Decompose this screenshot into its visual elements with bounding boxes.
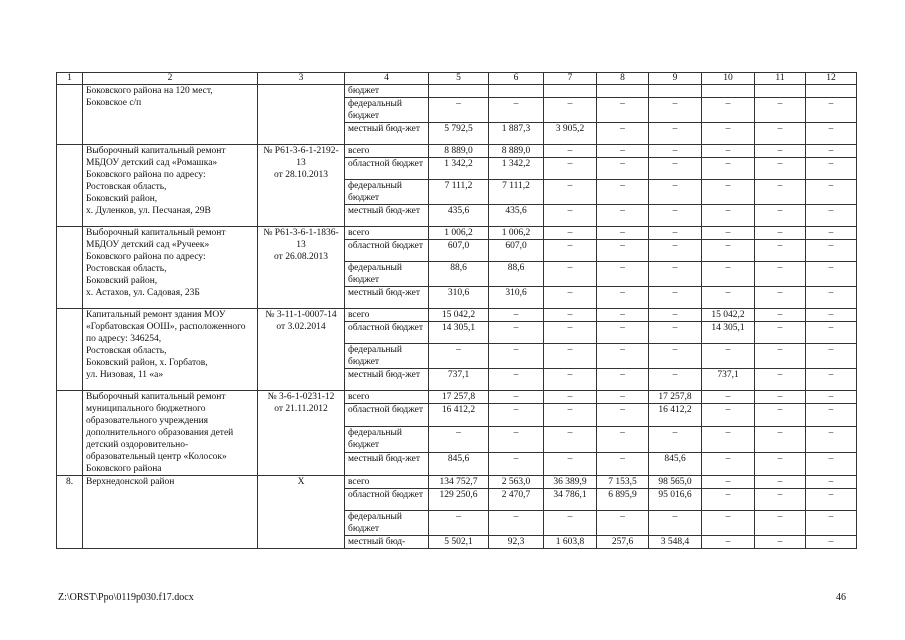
document-number-cell: № 3-11-1-0007-14 от 3.02.2014 — [258, 309, 345, 391]
amount-cell: – — [489, 391, 544, 404]
amount-cell: – — [544, 404, 597, 427]
row-number-cell — [57, 85, 83, 145]
amount-cell: – — [755, 476, 806, 489]
amount-cell: – — [806, 489, 857, 511]
amount-cell: – — [597, 287, 649, 309]
amount-cell: – — [597, 391, 649, 404]
table-row — [57, 227, 857, 240]
budget-table — [56, 72, 857, 549]
amount-cell: – — [429, 511, 489, 536]
funding-source-cell: областной бюджет — [345, 240, 429, 262]
amount-cell: – — [597, 262, 649, 287]
amount-cell: 16 412,2 — [649, 404, 702, 427]
amount-cell: 14 305,1 — [702, 322, 755, 344]
amount-cell: – — [806, 123, 857, 145]
amount-cell: 7 111,2 — [489, 180, 544, 205]
amount-cell: – — [702, 453, 755, 476]
amount-cell — [649, 85, 702, 98]
amount-cell: 14 305,1 — [429, 322, 489, 344]
amount-cell: – — [755, 158, 806, 180]
amount-cell: 3 905,2 — [544, 123, 597, 145]
amount-cell: – — [649, 145, 702, 158]
amount-cell: – — [649, 227, 702, 240]
amount-cell: – — [806, 391, 857, 404]
amount-cell: 16 412,2 — [429, 404, 489, 427]
amount-cell: 88,6 — [489, 262, 544, 287]
document-number-cell — [258, 85, 345, 145]
column-number-cell: 9 — [649, 73, 702, 85]
amount-cell: – — [806, 404, 857, 427]
amount-cell: – — [597, 309, 649, 322]
amount-cell: 15 042,2 — [702, 309, 755, 322]
amount-cell: 845,6 — [429, 453, 489, 476]
amount-cell — [597, 85, 649, 98]
amount-cell: – — [544, 287, 597, 309]
amount-cell: – — [597, 322, 649, 344]
amount-cell: – — [429, 98, 489, 123]
column-number-cell: 8 — [597, 73, 649, 85]
amount-cell: – — [597, 205, 649, 227]
amount-cell: – — [702, 476, 755, 489]
amount-cell: – — [702, 489, 755, 511]
footer-file-path: Z:\ORST\Ppo\0119p030.f17.docx — [58, 592, 194, 603]
amount-cell: 435,6 — [489, 205, 544, 227]
column-number-cell: 7 — [544, 73, 597, 85]
column-number-cell: 6 — [489, 73, 544, 85]
amount-cell: – — [806, 145, 857, 158]
document-number-cell: Х — [258, 476, 345, 549]
amount-cell: – — [806, 205, 857, 227]
document-number-cell: № Р61-3-6-1-2192-13 от 28.10.2013 — [258, 145, 345, 227]
amount-cell: 1 887,3 — [489, 123, 544, 145]
amount-cell: – — [649, 287, 702, 309]
amount-cell: – — [755, 511, 806, 536]
amount-cell: – — [806, 240, 857, 262]
column-number-cell: 12 — [806, 73, 857, 85]
footer-page-number: 46 — [836, 592, 846, 603]
funding-source-cell: местный бюд-жет — [345, 287, 429, 309]
amount-cell: – — [806, 453, 857, 476]
amount-cell: – — [649, 262, 702, 287]
object-name-cell: Выборочный капитальный ремонт муниципального бюджетного образовательного учреждения дополнительного образования детей детский оздоровительно-образовательный центр «Колосок» Боковского района — [83, 391, 258, 476]
amount-cell: – — [806, 287, 857, 309]
amount-cell: – — [649, 158, 702, 180]
amount-cell: 1 006,2 — [489, 227, 544, 240]
amount-cell — [702, 85, 755, 98]
amount-cell: – — [755, 489, 806, 511]
amount-cell: 7 111,2 — [429, 180, 489, 205]
funding-source-cell: всего — [345, 145, 429, 158]
amount-cell: – — [544, 511, 597, 536]
column-number-header-row — [57, 73, 857, 85]
funding-source-cell: областной бюджет — [345, 489, 429, 511]
amount-cell: – — [597, 227, 649, 240]
document-number-cell: № Р61-3-6-1-1836-13 от 26.08.2013 — [258, 227, 345, 309]
funding-source-cell: федеральный бюджет — [345, 180, 429, 205]
amount-cell: 3 548,4 — [649, 536, 702, 549]
amount-cell: 6 895,9 — [597, 489, 649, 511]
amount-cell: 257,6 — [597, 536, 649, 549]
amount-cell: – — [702, 344, 755, 369]
amount-cell: – — [755, 391, 806, 404]
row-number-cell: 8. — [57, 476, 83, 549]
column-number-cell: 4 — [345, 73, 429, 85]
row-number-cell — [57, 391, 83, 476]
funding-source-cell: федеральный бюджет — [345, 344, 429, 369]
amount-cell: – — [597, 427, 649, 453]
amount-cell: 129 250,6 — [429, 489, 489, 511]
amount-cell: – — [702, 227, 755, 240]
amount-cell: – — [649, 123, 702, 145]
amount-cell: – — [702, 391, 755, 404]
amount-cell: – — [702, 158, 755, 180]
funding-source-cell: федеральный бюджет — [345, 511, 429, 536]
amount-cell: – — [649, 427, 702, 453]
object-name-cell: Выборочный капитальный ремонт МБДОУ детский сад «Ручеек» Боковского района по адресу: Ростовская область, Боковский район, х. Астахов, ул. Садовая, 23Б — [83, 227, 258, 309]
amount-cell: – — [702, 240, 755, 262]
amount-cell: – — [649, 98, 702, 123]
amount-cell: – — [597, 240, 649, 262]
column-number-cell: 5 — [429, 73, 489, 85]
amount-cell: – — [806, 180, 857, 205]
amount-cell: – — [597, 369, 649, 391]
amount-cell: – — [544, 98, 597, 123]
amount-cell: – — [649, 205, 702, 227]
amount-cell: – — [649, 511, 702, 536]
funding-source-cell: местный бюд-жет — [345, 205, 429, 227]
amount-cell: – — [597, 344, 649, 369]
amount-cell: – — [649, 240, 702, 262]
amount-cell: – — [755, 322, 806, 344]
amount-cell: – — [755, 227, 806, 240]
amount-cell: – — [806, 309, 857, 322]
amount-cell: – — [702, 123, 755, 145]
amount-cell — [489, 85, 544, 98]
amount-cell: 310,6 — [429, 287, 489, 309]
table-row — [57, 309, 857, 322]
amount-cell: – — [597, 158, 649, 180]
amount-cell: – — [755, 427, 806, 453]
amount-cell: – — [806, 427, 857, 453]
amount-cell: – — [544, 262, 597, 287]
amount-cell: – — [544, 227, 597, 240]
amount-cell: – — [544, 309, 597, 322]
amount-cell: – — [544, 145, 597, 158]
amount-cell: – — [544, 369, 597, 391]
amount-cell: – — [806, 369, 857, 391]
funding-source-cell: бюджет — [345, 85, 429, 98]
amount-cell: 1 342,2 — [489, 158, 544, 180]
column-number-cell: 11 — [755, 73, 806, 85]
document-number-cell: № 3-6-1-0231-12 от 21.11.2012 — [258, 391, 345, 476]
amount-cell: – — [755, 344, 806, 369]
amount-cell: – — [806, 536, 857, 549]
funding-source-cell: областной бюджет — [345, 322, 429, 344]
object-name-cell: Выборочный капитальный ремонт МБДОУ детский сад «Ромашка» Боковского района по адресу: Ростовская область, Боковский район, х. Дуленков, ул. Песчаная, 29В — [83, 145, 258, 227]
amount-cell: – — [755, 536, 806, 549]
amount-cell: – — [755, 453, 806, 476]
amount-cell: – — [489, 511, 544, 536]
amount-cell: – — [597, 98, 649, 123]
amount-cell: – — [489, 453, 544, 476]
amount-cell: – — [702, 404, 755, 427]
amount-cell: 34 786,1 — [544, 489, 597, 511]
amount-cell: – — [544, 322, 597, 344]
amount-cell: – — [806, 158, 857, 180]
amount-cell: – — [544, 344, 597, 369]
amount-cell: – — [755, 180, 806, 205]
table-row — [57, 85, 857, 98]
amount-cell: 98 565,0 — [649, 476, 702, 489]
amount-cell: 17 257,8 — [429, 391, 489, 404]
amount-cell: – — [544, 180, 597, 205]
row-number-cell — [57, 145, 83, 227]
amount-cell: 8 889,0 — [429, 145, 489, 158]
amount-cell: – — [755, 369, 806, 391]
amount-cell: – — [429, 344, 489, 369]
funding-source-cell: федеральный бюджет — [345, 427, 429, 453]
amount-cell: – — [597, 404, 649, 427]
amount-cell: – — [806, 98, 857, 123]
amount-cell: – — [702, 427, 755, 453]
amount-cell: – — [702, 511, 755, 536]
amount-cell: – — [702, 180, 755, 205]
funding-source-cell: всего — [345, 227, 429, 240]
amount-cell: – — [597, 123, 649, 145]
amount-cell: – — [806, 511, 857, 536]
amount-cell: – — [755, 404, 806, 427]
amount-cell: 5 792,5 — [429, 123, 489, 145]
amount-cell — [755, 85, 806, 98]
amount-cell: – — [702, 262, 755, 287]
amount-cell: 607,0 — [489, 240, 544, 262]
amount-cell — [806, 85, 857, 98]
funding-source-cell: федеральный бюджет — [345, 262, 429, 287]
amount-cell: – — [597, 453, 649, 476]
amount-cell: – — [489, 344, 544, 369]
column-number-cell: 2 — [83, 73, 258, 85]
column-number-cell: 3 — [258, 73, 345, 85]
amount-cell: 7 153,5 — [597, 476, 649, 489]
amount-cell: 92,3 — [489, 536, 544, 549]
amount-cell: – — [806, 262, 857, 287]
amount-cell: – — [544, 427, 597, 453]
amount-cell: – — [649, 180, 702, 205]
amount-cell: – — [702, 205, 755, 227]
amount-cell: 5 502,1 — [429, 536, 489, 549]
amount-cell: – — [489, 369, 544, 391]
amount-cell: – — [489, 427, 544, 453]
amount-cell: – — [544, 158, 597, 180]
amount-cell: – — [649, 309, 702, 322]
funding-source-cell: местный бюд- — [345, 536, 429, 549]
amount-cell: – — [489, 309, 544, 322]
table-row — [57, 145, 857, 158]
amount-cell: 8 889,0 — [489, 145, 544, 158]
amount-cell: 36 389,9 — [544, 476, 597, 489]
amount-cell: – — [489, 98, 544, 123]
amount-cell: 607,0 — [429, 240, 489, 262]
amount-cell: – — [489, 322, 544, 344]
amount-cell: 1 006,2 — [429, 227, 489, 240]
row-number-cell — [57, 227, 83, 309]
amount-cell: 95 016,6 — [649, 489, 702, 511]
amount-cell: – — [755, 145, 806, 158]
object-name-cell: Боковского района на 120 мест, Боковское с/п — [83, 85, 258, 145]
amount-cell: 17 257,8 — [649, 391, 702, 404]
amount-cell: 134 752,7 — [429, 476, 489, 489]
funding-source-cell: всего — [345, 391, 429, 404]
amount-cell: – — [544, 205, 597, 227]
table-row — [57, 391, 857, 404]
amount-cell: 310,6 — [489, 287, 544, 309]
amount-cell: – — [702, 287, 755, 309]
amount-cell: – — [806, 476, 857, 489]
amount-cell: – — [806, 322, 857, 344]
object-name-cell: Верхнедонской район — [83, 476, 258, 549]
amount-cell — [544, 85, 597, 98]
amount-cell: 2 470,7 — [489, 489, 544, 511]
amount-cell: – — [649, 322, 702, 344]
amount-cell: – — [806, 344, 857, 369]
funding-source-cell: местный бюд-жет — [345, 123, 429, 145]
amount-cell: – — [755, 309, 806, 322]
funding-source-cell: областной бюджет — [345, 404, 429, 427]
amount-cell: – — [755, 123, 806, 145]
amount-cell: – — [429, 427, 489, 453]
amount-cell: 1 342,2 — [429, 158, 489, 180]
amount-cell: – — [702, 145, 755, 158]
object-name-cell: Капитальный ремонт здания МОУ «Горбатовская ООШ», расположенного по адресу: 346254, Ростовская область, Боковский район, х. Горбатов, ул. Низовая, 11 «а» — [83, 309, 258, 391]
amount-cell: – — [755, 205, 806, 227]
funding-source-cell: местный бюд-жет — [345, 369, 429, 391]
amount-cell: 435,6 — [429, 205, 489, 227]
amount-cell: 15 042,2 — [429, 309, 489, 322]
amount-cell: – — [702, 536, 755, 549]
column-number-cell: 1 — [57, 73, 83, 85]
amount-cell: – — [755, 287, 806, 309]
amount-cell: – — [755, 98, 806, 123]
amount-cell: – — [702, 98, 755, 123]
row-number-cell — [57, 309, 83, 391]
amount-cell: – — [755, 240, 806, 262]
amount-cell: 88,6 — [429, 262, 489, 287]
amount-cell: 737,1 — [702, 369, 755, 391]
amount-cell: – — [806, 227, 857, 240]
funding-source-cell: всего — [345, 476, 429, 489]
funding-source-cell: федеральный бюджет — [345, 98, 429, 123]
funding-source-cell: областной бюджет — [345, 158, 429, 180]
amount-cell: – — [544, 391, 597, 404]
amount-cell: – — [544, 453, 597, 476]
amount-cell: – — [597, 145, 649, 158]
amount-cell: 737,1 — [429, 369, 489, 391]
amount-cell: 1 603,8 — [544, 536, 597, 549]
amount-cell: – — [544, 240, 597, 262]
amount-cell: – — [597, 511, 649, 536]
amount-cell: – — [755, 262, 806, 287]
amount-cell: 845,6 — [649, 453, 702, 476]
amount-cell — [429, 85, 489, 98]
amount-cell: 2 563,0 — [489, 476, 544, 489]
table-row — [57, 476, 857, 489]
funding-source-cell: всего — [345, 309, 429, 322]
amount-cell: – — [597, 180, 649, 205]
amount-cell: – — [489, 404, 544, 427]
funding-source-cell: местный бюд-жет — [345, 453, 429, 476]
column-number-cell: 10 — [702, 73, 755, 85]
amount-cell: – — [649, 369, 702, 391]
amount-cell: – — [649, 344, 702, 369]
